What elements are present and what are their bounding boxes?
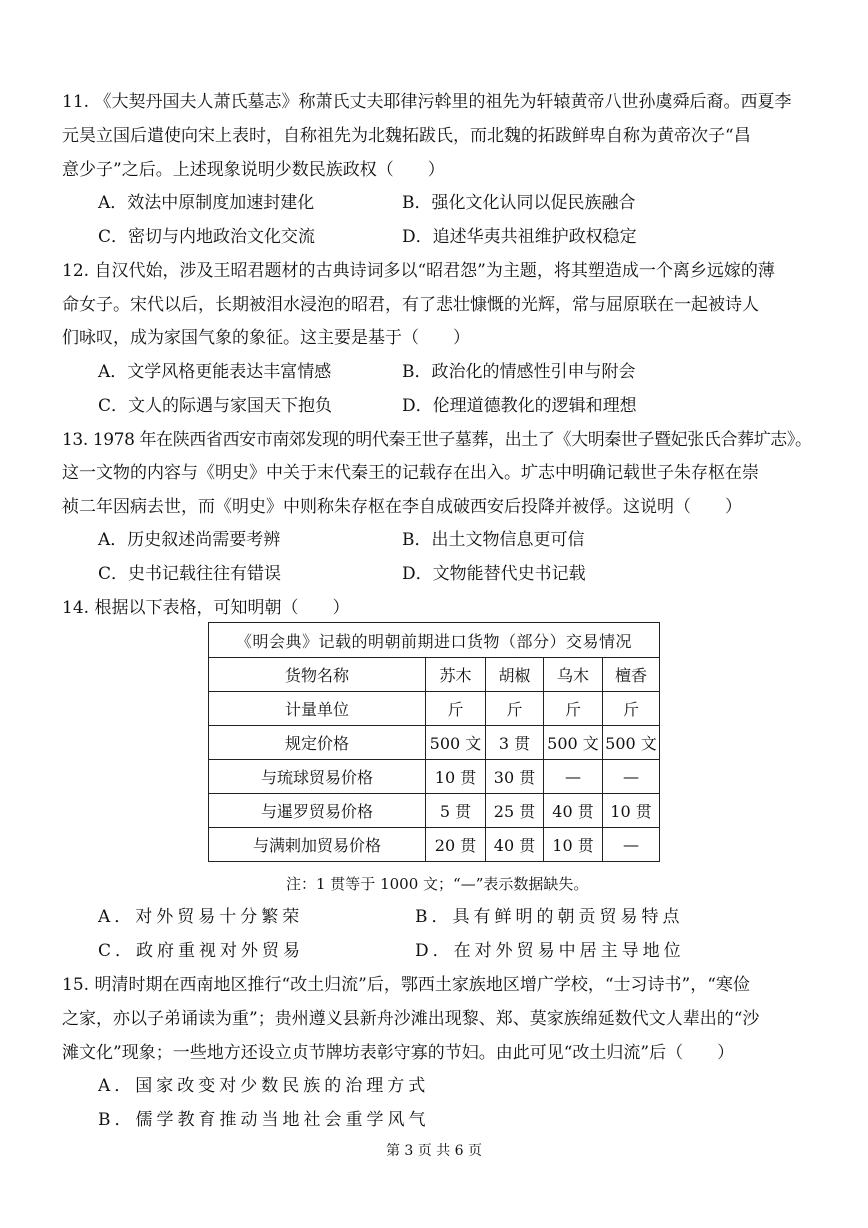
- table-cell: 20 贯: [426, 828, 486, 862]
- q14-option-c: C．政府重视对外贸易: [98, 941, 305, 961]
- table-cell: 30 贯: [486, 760, 544, 794]
- table-cell: 10 贯: [426, 760, 486, 794]
- q12-option-c: C．文人的际遇与家国天下抱负: [98, 396, 333, 416]
- table-header-row: [209, 658, 660, 692]
- q12-option-b: B．政治化的情感性引申与附会: [402, 362, 636, 382]
- q11-option-c: C．密切与内地政治文化交流: [98, 227, 316, 247]
- q11-line-1: 11. 《大契丹国夫人萧氏墓志》称萧氏丈夫耶律污斡里的祖先为轩辕黄帝八世孙虞舜后裔。西夏李: [62, 92, 792, 112]
- table-cell: —: [603, 760, 660, 794]
- q13-line-1: 13. 1978 年在陕西省西安市南郊发现的明代秦王世子墓葬，出土了《大明秦世子暨妃张氏合葬圹志》。: [62, 430, 812, 450]
- q11-option-d: D．追述华夷共祖维护政权稳定: [402, 227, 637, 247]
- table-cell: —: [603, 828, 660, 862]
- q15-option-b: B．儒学教育推动当地社会重学风气: [98, 1110, 430, 1130]
- table-cell: 40 贯: [486, 828, 544, 862]
- table-cell: 25 贯: [486, 794, 544, 828]
- table-header-cell: 胡椒: [486, 658, 544, 692]
- table-row: [209, 794, 660, 828]
- q13-line-3: 祯二年因病去世，而《明史》中则称朱存枢在李自成破西安后投降并被俘。这说明（ ）: [62, 497, 742, 517]
- table-cell: 10 贯: [544, 828, 603, 862]
- q11-option-b: B．强化文化认同以促民族融合: [402, 193, 636, 213]
- q15-line-2: 之家，亦以子弟诵读为重”；贵州遵义县新舟沙滩出现黎、郑、莫家族绵延数代文人辈出的“沙: [62, 1009, 760, 1029]
- table-cell: 计量单位: [209, 692, 426, 726]
- table-caption: 《明会典》记载的明朝前期进口货物（部分）交易情况: [209, 623, 660, 658]
- table-cell: 斤: [544, 692, 603, 726]
- table-row: [209, 726, 660, 760]
- table-cell: 斤: [486, 692, 544, 726]
- table-cell: 500 文: [603, 726, 660, 760]
- table-row: [209, 828, 660, 862]
- page-footer: 第 3 页 共 6 页: [385, 1143, 483, 1159]
- table-cell: 与满剌加贸易价格: [209, 828, 426, 862]
- q12-option-a: A．文学风格更能表达丰富情感: [98, 362, 332, 382]
- table-cell: 斤: [603, 692, 660, 726]
- q11-option-a: A．效法中原制度加速封建化: [98, 193, 315, 213]
- q11-line-3: 意少子”之后。上述现象说明少数民族政权（ ）: [62, 160, 445, 180]
- table-cell: 40 贯: [544, 794, 603, 828]
- q13-option-d: D．文物能替代史书记载: [402, 564, 586, 584]
- q12-line-2: 命女子。宋代以后，长期被泪水浸泡的昭君，有了悲壮慷慨的光辉，常与屈原联在一起被诗人: [62, 295, 759, 315]
- table-row: [209, 760, 660, 794]
- table-header-cell: 苏木: [426, 658, 486, 692]
- table-note: 注：1 贯等于 1000 文；“—”表示数据缺失。: [286, 875, 589, 893]
- table-cell: 3 贯: [486, 726, 544, 760]
- table-cell: 10 贯: [603, 794, 660, 828]
- q14-option-b: B．具有鲜明的朝贡贸易特点: [415, 907, 684, 927]
- table-cell: 5 贯: [426, 794, 486, 828]
- q15-line-3: 滩文化”现象；一些地方还设立贞节牌坊表彰守寡的节妇。由此可见“改土归流”后（ ）: [62, 1043, 735, 1063]
- q13-option-c: C．史书记载往往有错误: [98, 564, 282, 584]
- q15-line-1: 15. 明清时期在西南地区推行“改土归流”后，鄂西土家族地区增广学校，“士习诗书”，“寒俭: [62, 975, 750, 995]
- table-header-cell: 檀香: [603, 658, 660, 692]
- q14-option-a: A．对外贸易十分繁荣: [98, 907, 304, 927]
- q14-line-1: 14. 根据以下表格，可知明朝（ ）: [62, 598, 350, 618]
- q12-line-3: 们咏叹，成为家国气象的象征。这主要是基于（ ）: [62, 328, 470, 348]
- table-header-cell: 乌木: [544, 658, 603, 692]
- q12-option-d: D．伦理道德教化的逻辑和理想: [402, 396, 637, 416]
- table-cell: 500 文: [544, 726, 603, 760]
- trade-table: [208, 622, 660, 862]
- table-header-cell: 货物名称: [209, 658, 426, 692]
- table-cell: 500 文: [426, 726, 486, 760]
- q12-line-1: 12. 自汉代始，涉及王昭君题材的古典诗词多以“昭君怨”为主题，将其塑造成一个离乡远嫁的薄: [62, 261, 775, 281]
- q11-line-2: 元昊立国后遣使向宋上表时，自称祖先为北魏拓跋氏，而北魏的拓跋鲜卑自称为黄帝次子“昌: [62, 126, 751, 146]
- q14-option-d: D．在对外贸易中居主导地位: [415, 941, 685, 961]
- q15-option-a: A．国家改变对少数民族的治理方式: [98, 1076, 430, 1096]
- table-cell: 与琉球贸易价格: [209, 760, 426, 794]
- table-cell: 规定价格: [209, 726, 426, 760]
- table-cell: 斤: [426, 692, 486, 726]
- table-cell: —: [544, 760, 603, 794]
- table-cell: 与暹罗贸易价格: [209, 794, 426, 828]
- q13-option-b: B．出土文物信息更可信: [402, 530, 585, 550]
- table-row: [209, 692, 660, 726]
- q13-option-a: A．历史叙述尚需要考辨: [98, 530, 281, 550]
- q13-line-2: 这一文物的内容与《明史》中关于末代秦王的记载存在出入。圹志中明确记载世子朱存枢在崇: [62, 463, 759, 483]
